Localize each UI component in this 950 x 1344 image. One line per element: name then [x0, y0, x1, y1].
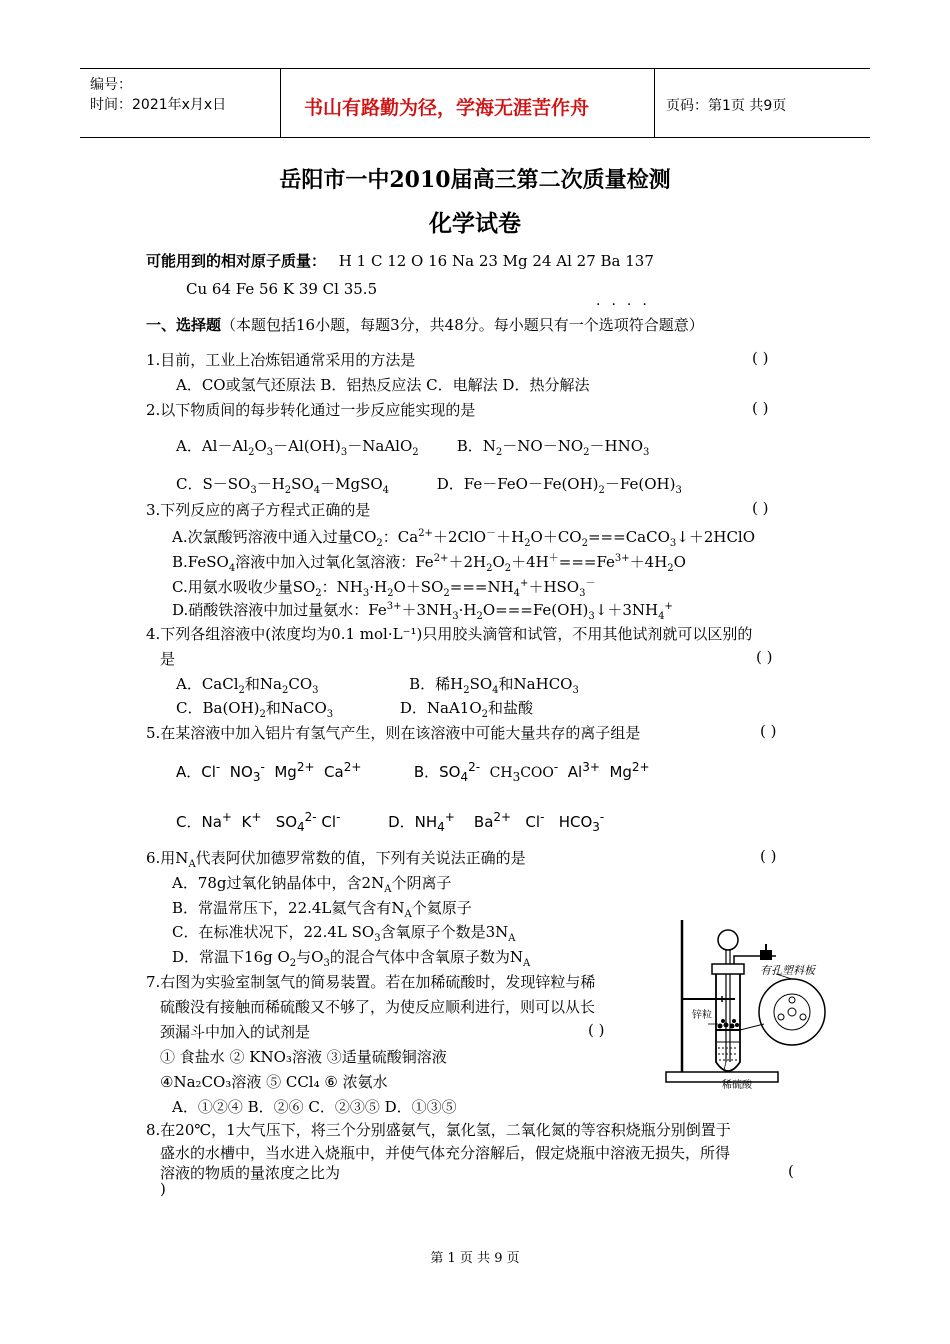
test-tube — [716, 970, 740, 1071]
q8-stem-2: 盛水的水槽中，当水进入烧瓶中，并使气体充分溶解后，假定烧瓶中溶液无损失，所得 — [160, 1144, 731, 1162]
exam-subtitle: 化学试卷 — [429, 210, 521, 237]
q6-option-b: B．常温常压下，22.4L氦气含有$N_A$个氦原子 — [172, 899, 472, 920]
acid-liquid — [717, 1042, 739, 1060]
header-motto: 书山有路勤为径，学海无涯苦作舟 — [304, 97, 590, 119]
q6-stem-start: 6.用N — [146, 849, 189, 867]
atomic-mass-values-2: Cu 64 Fe 56 K 39 Cl 35.5 — [186, 280, 378, 298]
q2-stem: 2.以下物质间的每步转化通过一步反应能实现的是 — [146, 401, 476, 419]
header-page-info: 页码：第1页 共9页 — [666, 98, 787, 114]
q7-reagents-2: ④Na₂CO₃溶液 ⑤ CCl₄ ⑥ 浓氨水 — [160, 1073, 388, 1091]
section-heading — [146, 314, 704, 335]
section-title: 一、选择题 — [146, 316, 222, 334]
page-header — [80, 68, 870, 138]
header-divider — [654, 69, 655, 137]
q8-stem-3: 溶液的物质的量浓度之比为 — [160, 1164, 341, 1182]
atomic-mass-label: 可能用到的相对原子质量： — [146, 252, 327, 270]
valve-icon — [760, 950, 772, 960]
q4-options-ab: A．CaCl$_2$和$Na_2CO_3$ B．稀$H_2SO_4$和NaHCO$_3$ — [176, 675, 579, 696]
q4-stem: 4.下列各组溶液中(浓度均为0.1 mol·L⁻¹)只用胶头滴管和试管，不用其他试剂就可以区别的 — [146, 625, 753, 643]
q3-option-c: C.用氨水吸收少量$SO_2$：$NH_3\cdot H_2O+SO_2===NH_4^++HSO_3^-$ — [172, 578, 596, 599]
zinc-granules — [718, 1019, 740, 1029]
answer-paren: ( ) — [760, 722, 777, 740]
hydrogen-apparatus-figure — [660, 912, 865, 1094]
header-left — [90, 75, 226, 115]
q8-stem-1: 8.在20℃，1大气压下，将三个分别盛氨气，氯化氢，二氧化氮的等容积烧瓶分别倒置于 — [146, 1121, 731, 1139]
plate-label: 有孔塑料板 — [760, 964, 815, 977]
q6-option-a: A．78g过氧化钠晶体中，含$2N_A$个阴离子 — [172, 874, 452, 895]
q5-options-cd: C．Na+ K+ $SO_4^{2-}$ Cl- D．$NH_4^+$ $Ba^{2+}$ Cl- $HCO_3^-$ — [176, 810, 605, 834]
q3-option-d: D.硝酸铁溶液中加过量氨水：$Fe^{3+}+3NH_3\cdot H_2O===Fe(OH)_3↓+3NH_4^+$ — [172, 601, 673, 622]
rubber-stopper — [712, 964, 744, 974]
q2-options-ab: A．$Al-Al_2O_3-Al(OH)_3-NaAlO_2$ B．$N_2-NO-NO_2-HNO_3$ — [176, 437, 650, 458]
header-divider — [280, 69, 281, 137]
q5-options-ab: A．Cl- $NO_3^-$ $Mg^{2+}$ $Ca^{2+}$ B．$SO_4^{2-}$ $CH_3COO^-$ $Al^{3+}$ $Mg^{2+}$ — [176, 760, 650, 784]
q3-option-b: B.FeSO$_4$溶液中加入过氧化氢溶液：$Fe^{2+}+2H_2O_2+4H^+===Fe^{3+}+4H_2O$ — [172, 553, 686, 574]
plate-detail-circle — [759, 979, 825, 1045]
acid-label: 稀硫酸 — [722, 1080, 752, 1091]
q7-stem-3: 颈漏斗中加入的试剂是 — [160, 1023, 311, 1041]
answer-paren: ( ) — [588, 1021, 605, 1039]
answer-paren-close: ) — [160, 1180, 166, 1198]
answer-paren: ( ) — [752, 499, 769, 517]
atomic-mass-line — [146, 250, 654, 271]
page-footer: 第 1 页 共 9 页 — [430, 1251, 520, 1266]
answer-paren: ( ) — [756, 648, 773, 666]
q2-options-cd: C．$S-SO_3-H_2SO_4-MgSO_4$ D．$Fe-FeO-Fe(OH)_2-Fe(OH)_3$ — [176, 475, 682, 496]
q4-options-cd: C．$Ba(OH)_2$和NaCO$_3$ D．$NaA1O_2$和盐酸 — [176, 699, 534, 720]
answer-paren: ( ) — [752, 349, 769, 367]
q7-stem-2: 硫酸没有接触而稀硫酸又不够了，为使反应顺利进行，则可以从长 — [160, 998, 596, 1016]
serial-label: 编号： — [90, 77, 132, 93]
answer-paren-open: ( — [788, 1162, 794, 1180]
section-note: （本题包括16小题，每题3分，共48分。每小题只有一个选项符合题意） — [221, 316, 704, 334]
q6-stem: 6.用$N_A$代表阿伏加德罗常数的值，下列有关说法正确的是 — [146, 849, 526, 870]
q3-stem: 3.下列反应的离子方程式正确的是 — [146, 501, 371, 519]
q7-options: A．①②④ B．②⑥ C．②③⑤ D．①③⑤ — [172, 1098, 457, 1116]
q1-options: A．CO或氢气还原法 B．铝热反应法 C．电解法 D．热分解法 — [176, 376, 590, 394]
funnel-bulb — [718, 930, 738, 950]
q7-reagents-1: ① 食盐水 ② KNO₃溶液 ③适量硫酸铜溶液 — [160, 1048, 447, 1066]
q6-option-c: C．在标准状况下，22.4L $SO_3$含氧原子个数是$3N_A$ — [172, 923, 516, 944]
zinc-label: 锌粒 — [692, 1010, 712, 1021]
exam-title: 岳阳市一中2010届高三第二次质量检测 — [279, 167, 671, 193]
q7-stem-1: 7.右图为实验室制氢气的简易装置。若在加稀硫酸时，发现锌粒与稀 — [146, 973, 596, 991]
time-label: 时间：2021年x月x日 — [90, 97, 227, 113]
q6-option-d: D．常温下16g $O_2$与$O_3$的混合气体中含氧原子数为$N_A$ — [172, 948, 531, 969]
answer-paren: ( ) — [752, 399, 769, 417]
q5-stem: 5.在某溶液中加入铝片有氢气产生，则在该溶液中可能大量共存的离子组是 — [146, 724, 641, 742]
emphasis-dots: ···· — [596, 297, 658, 313]
q4-stem-cont: 是 — [160, 650, 176, 668]
answer-paren: ( ) — [760, 847, 777, 865]
q1-stem: 1.目前，工业上冶炼铝通常采用的方法是 — [146, 351, 416, 369]
atomic-mass-values-1: H 1 C 12 O 16 Na 23 Mg 24 Al 27 Ba 137 — [338, 252, 654, 270]
q3-option-a: A.次氯酸钙溶液中通入过量$CO_2$：$Ca^{2+}+2ClO^-+H_2O+CO_2===CaCO_3↓+2HClO$ — [172, 528, 756, 549]
